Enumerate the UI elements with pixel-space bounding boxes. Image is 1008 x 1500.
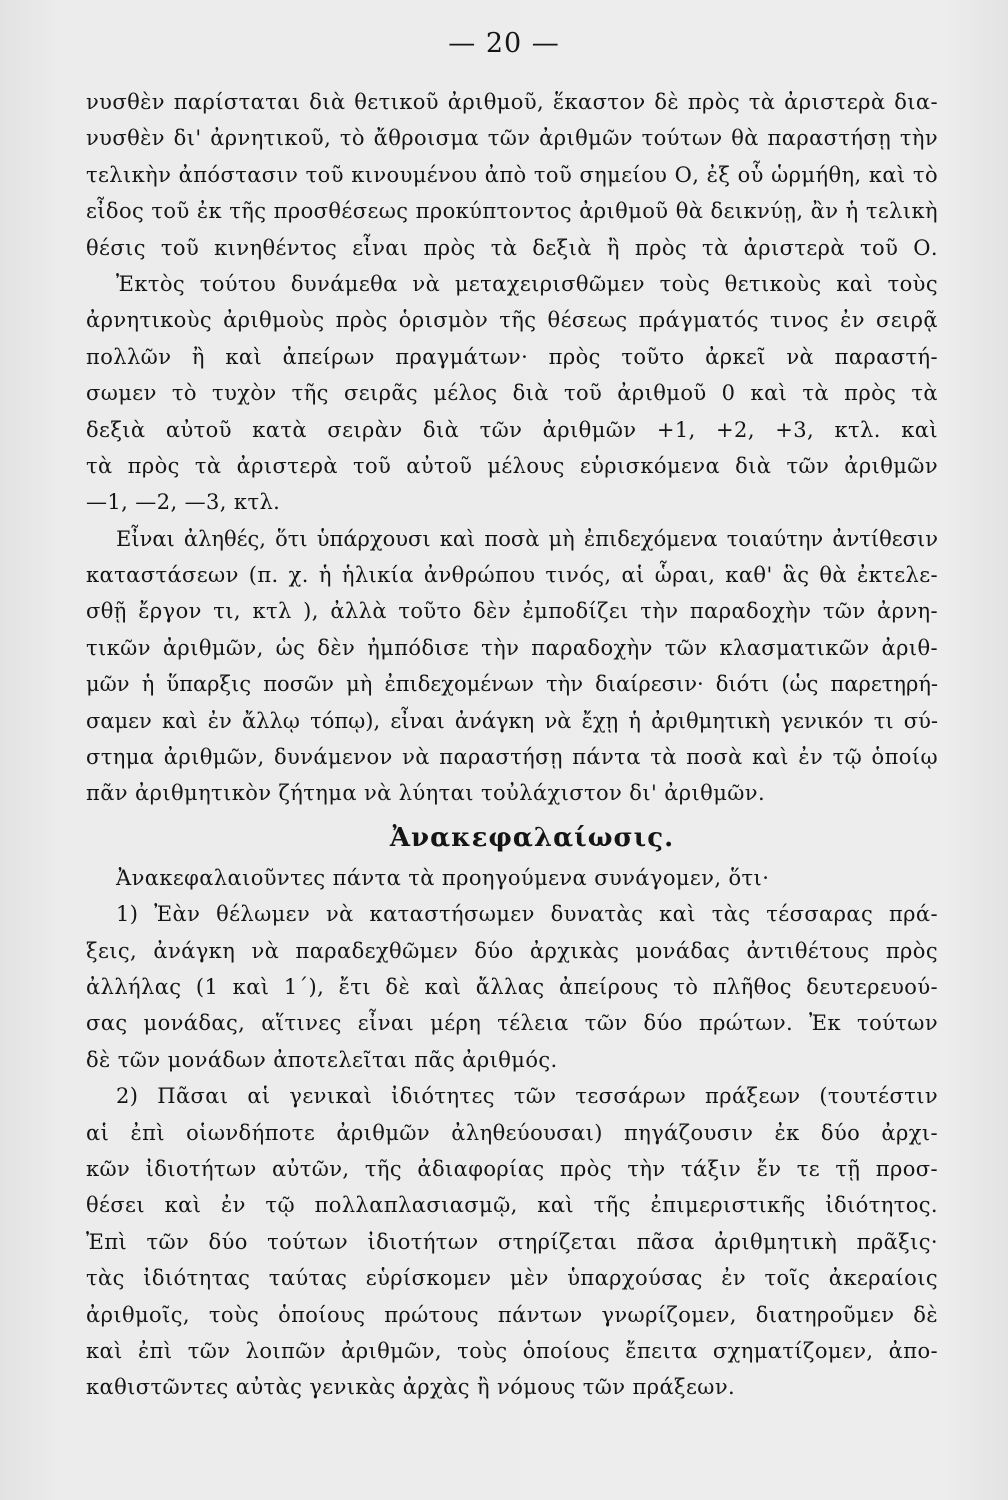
page-body — [86, 84, 938, 1406]
text-line: ἀρνητικοὺς ἀριθμοὺς πρὸς ὁρισμὸν τῆς θέσεως πράγματός τινος ἐν σειρᾷ — [86, 308, 938, 333]
paragraph-quantities — [86, 521, 938, 812]
text-line: τικῶν ἀριθμῶν, ὡς δὲν ἠμπόδισε τὴν παραδοχὴν τῶν κλασματικῶν ἀριθ- — [86, 635, 938, 660]
text-line: καὶ ἐπὶ τῶν λοιπῶν ἀριθμῶν, τοὺς ὁποίους ἔπειτα σχηματίζομεν, ἀπο- — [86, 1338, 938, 1363]
text-line: στημα ἀριθμῶν, δυνάμενον νὰ παραστήσῃ πάντα τὰ ποσὰ καὶ ἐν τῷ ὁποίῳ — [86, 745, 938, 770]
page-number: — 20 — — [448, 28, 560, 59]
text-line: καθιστῶντες αὐτὰς γενικὰς ἀρχὰς ἢ νόμους τῶν πράξεων. — [86, 1375, 736, 1400]
text-line: θέσει καὶ ἐν τῷ πολλαπλασιασμῷ, καὶ τῆς ἐπιμεριστικῆς ἰδιότητος. — [86, 1193, 938, 1218]
text-line: πολλῶν ἢ καὶ ἀπείρων πραγμάτων· πρὸς τοῦτο ἀρκεῖ νὰ παραστή- — [86, 344, 938, 369]
text-line: νυσθὲν δι' ἀρνητικοῦ, τὸ ἄθροισμα τῶν ἀριθμῶν τούτων θὰ παραστήσῃ τὴν — [86, 126, 938, 151]
section-heading: Ἀνακεφαλαίωσις. — [389, 822, 675, 853]
section-intro: Ἀνακεφαλαιοῦντες πάντα τὰ προηγούμενα συνάγομεν, ὅτι· — [116, 865, 770, 890]
text-line: δὲ τῶν μονάδων ἀποτελεῖται πᾶς ἀριθμός. — [86, 1047, 558, 1072]
text-line: Εἶναι ἀληθές, ὅτι ὑπάρχουσι καὶ ποσὰ μὴ ἐπιδεχόμενα τοιαύτην ἀντίθεσιν — [116, 526, 938, 551]
text-line: πᾶν ἀριθμητικὸν ζήτημα νὰ λύηται τοὐλάχιστον δι' ἀριθμῶν. — [86, 781, 766, 806]
text-line: δεξιὰ αὐτοῦ κατὰ σειρὰν διὰ τῶν ἀριθμῶν +1, +2, +3, κτλ. καὶ — [86, 417, 938, 442]
text-line: 2) Πᾶσαι αἱ γενικαὶ ἰδιότητες τῶν τεσσάρων πράξεων (τουτέστιν — [116, 1084, 938, 1109]
text-line: ξεις, ἀνάγκη νὰ παραδεχθῶμεν δύο ἀρχικὰς μονάδας ἀντιθέτους πρὸς — [86, 938, 938, 963]
text-line: ἀλλήλας (1 καὶ 1´), ἔτι δὲ καὶ ἄλλας ἀπείρους τὸ πλῆθος δευτερευού- — [86, 974, 938, 999]
text-line: σωμεν τὸ τυχὸν τῆς σειρᾶς μέλος διὰ τοῦ ἀριθμοῦ 0 καὶ τὰ πρὸς τὰ — [86, 381, 938, 406]
text-line: 1) Ἐὰν θέλωμεν νὰ καταστήσωμεν δυνατὰς καὶ τὰς τέσσαρας πρά- — [116, 902, 938, 927]
text-line: —1, —2, —3, κτλ. — [86, 490, 281, 515]
summary-item-1 — [86, 896, 938, 1078]
text-line: κῶν ἰδιοτήτων αὐτῶν, τῆς ἀδιαφορίας πρὸς τὴν τάξιν ἔν τε τῇ προσ- — [86, 1156, 938, 1181]
text-line: αἱ ἐπὶ οἱωνδήποτε ἀριθμῶν ἀληθεύουσαι) πηγάζουσιν ἐκ δύο ἀρχι- — [86, 1120, 938, 1145]
text-line: τελικὴν ἀπόστασιν τοῦ κινουμένου ἀπὸ τοῦ σημείου Ο, ἐξ οὗ ὡρμήθη, καὶ τὸ — [86, 162, 938, 187]
text-line: σας μονάδας, αἵτινες εἶναι μέρη τέλεια τῶν δύο πρώτων. Ἐκ τούτων — [86, 1011, 938, 1036]
text-line: σθῇ ἔργον τι, κτλ ), ἀλλὰ τοῦτο δὲν ἐμποδίζει τὴν παραδοχὴν τῶν ἀρνη- — [86, 599, 938, 624]
paragraph-continuation — [86, 84, 938, 266]
text-line: ἀριθμοῖς, τοὺς ὁποίους πρώτους πάντων γνωρίζομεν, διατηροῦμεν δὲ — [86, 1302, 938, 1327]
text-line: εἶδος τοῦ ἐκ τῆς προσθέσεως προκύπτοντος ἀριθμοῦ θὰ δεικνύῃ, ἂν ἡ τελικὴ — [86, 199, 938, 224]
text-line: μῶν ἡ ὕπαρξις ποσῶν μὴ ἐπιδεχομένων τὴν διαίρεσιν· διότι (ὡς παρετηρή- — [86, 672, 938, 697]
text-line: τὰ πρὸς τὰ ἀριστερὰ τοῦ αὐτοῦ μέλους εὑρισκόμενα διὰ τῶν ἀριθμῶν — [86, 453, 938, 478]
text-line: θέσις τοῦ κινηθέντος εἶναι πρὸς τὰ δεξιὰ ἢ πρὸς τὰ ἀριστερὰ τοῦ Ο. — [86, 235, 938, 260]
text-line: σαμεν καὶ ἐν ἄλλῳ τόπῳ), εἶναι ἀνάγκη νὰ ἔχῃ ἡ ἀριθμητικὴ γενικόν τι σύ- — [86, 708, 938, 733]
text-line: Ἐκτὸς τούτου δυνάμεθα νὰ μεταχειρισθῶμεν τοὺς θετικοὺς καὶ τοὺς — [116, 271, 938, 296]
summary-item-2 — [86, 1078, 938, 1406]
text-line: καταστάσεων (π. χ. ἡ ἡλικία ἀνθρώπου τινός, αἱ ὧραι, καθ' ἃς θὰ ἐκτελε- — [86, 563, 938, 588]
text-line: Ἐπὶ τῶν δύο τούτων ἰδιοτήτων στηρίζεται πᾶσα ἀριθμητικὴ πρᾶξις· — [86, 1229, 938, 1254]
paragraph-positive-negative — [86, 266, 938, 521]
text-line: τὰς ἰδιότητας ταύτας εὑρίσκομεν μὲν ὑπαρχούσας ἐν τοῖς ἀκεραίοις — [86, 1266, 938, 1291]
text-line: νυσθὲν παρίσταται διὰ θετικοῦ ἀριθμοῦ, ἕκαστον δὲ πρὸς τὰ ἀριστερὰ δια- — [86, 90, 938, 114]
